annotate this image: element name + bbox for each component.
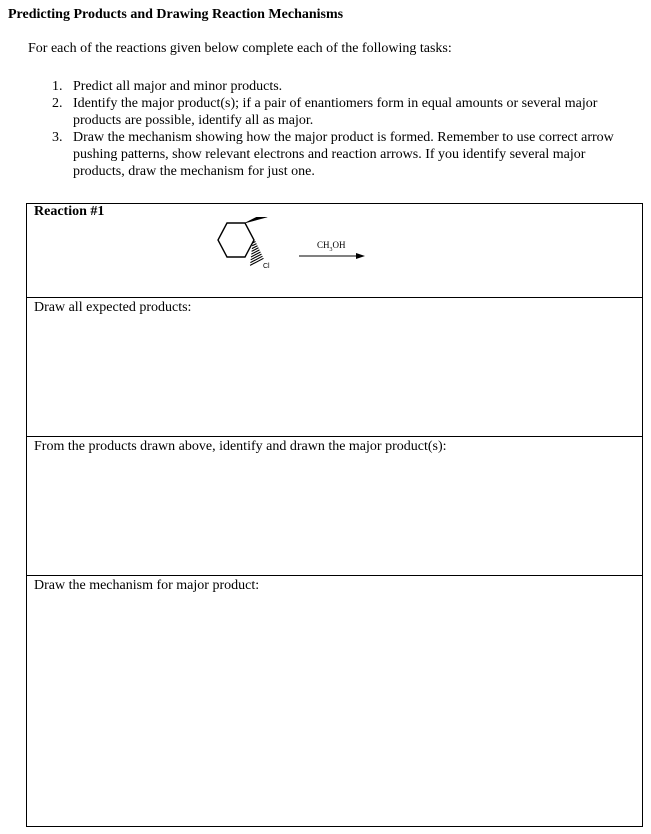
- task-item: [52, 95, 632, 129]
- mechanism-answer-area[interactable]: [27, 575, 642, 826]
- task-item: [52, 78, 632, 95]
- reaction-label: Reaction #1: [34, 204, 105, 219]
- major-product-prompt: From the products drawn above, identify and drawn the major product(s):: [34, 439, 447, 454]
- task-text: Identify the major product(s); if a pair of enantiomers form in equal amounts or several major products are possible, identify all as major.: [73, 96, 598, 128]
- mechanism-prompt: Draw the mechanism for major product:: [34, 578, 260, 593]
- cyclohexane-ring: [218, 223, 254, 257]
- task-list: [52, 78, 632, 180]
- reaction-arrow: [295, 234, 367, 264]
- instructions-intro: For each of the reactions given below complete each of the following tasks:: [28, 41, 452, 56]
- task-text: Draw the mechanism showing how the major product is formed. Remember to use correct arrow pushing patterns, show relevant electrons and reaction arrows. If you identify several major products, draw the mechanism for just one.: [73, 130, 614, 179]
- task-number: 2.: [52, 96, 63, 111]
- answer-sheet: [26, 203, 643, 827]
- task-number: 1.: [52, 79, 63, 94]
- task-number: 3.: [52, 130, 63, 145]
- task-item: [52, 129, 632, 180]
- methyl-wedge-bond: [245, 217, 267, 223]
- task-text: Predict all major and minor products.: [73, 79, 283, 94]
- reagent-label: $CH_3OH$: [317, 240, 346, 253]
- reaction-section: [27, 204, 642, 297]
- page-title: Predicting Products and Drawing Reaction Mechanisms: [8, 7, 344, 22]
- chlorine-atom-label: Cl: [263, 263, 270, 270]
- products-answer-area[interactable]: [27, 297, 642, 437]
- hashed-wedge-bond: [250, 242, 263, 266]
- major-product-answer-area[interactable]: [27, 436, 642, 576]
- right-arrow-icon: [299, 252, 365, 260]
- products-prompt: Draw all expected products:: [34, 300, 192, 315]
- cyclohexane-structure: [209, 217, 305, 289]
